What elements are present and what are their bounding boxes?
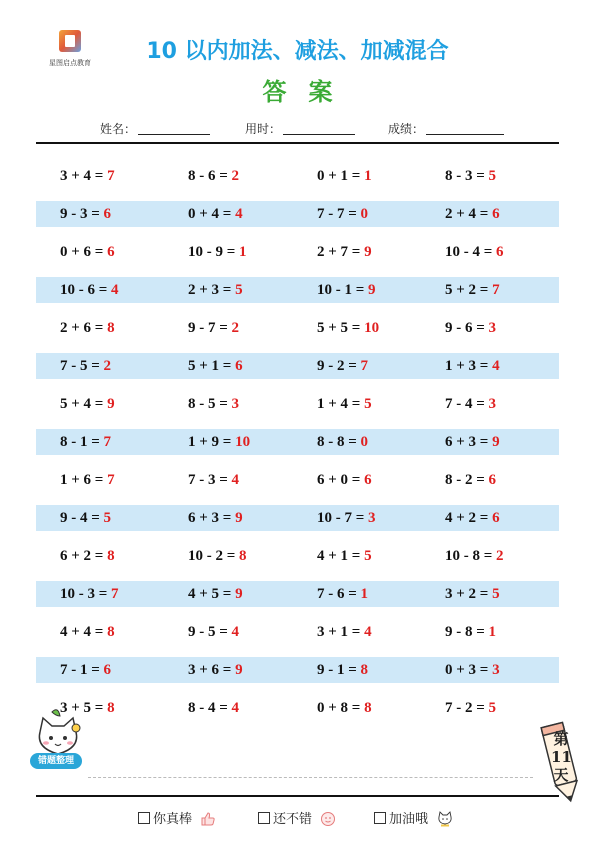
problem-equation: 3 + 2 =: [445, 586, 493, 602]
problem-item: [317, 277, 376, 303]
problem-equation: 9 - 2 =: [317, 358, 361, 374]
problem-answer: 5: [488, 700, 497, 716]
problem-row: [36, 581, 559, 607]
problem-row: [36, 277, 559, 303]
problem-item: [188, 391, 239, 417]
problem-item: [445, 581, 500, 607]
page-subtitle: 答案: [262, 78, 355, 106]
problem-answer: 9: [235, 662, 243, 678]
problem-answer: 5: [488, 168, 497, 184]
problem-answer: 6: [488, 472, 497, 488]
rating-great[interactable]: [138, 808, 216, 827]
problem-item: [445, 429, 500, 455]
problem-equation: 1 + 9 =: [188, 434, 236, 450]
problem-item: [317, 467, 372, 493]
problem-answer: 6: [107, 244, 115, 260]
problem-equation: 10 - 6 =: [60, 282, 112, 298]
problem-item: [445, 315, 496, 341]
day-badge-text: 第11天: [551, 730, 572, 784]
problem-answer: 5: [235, 282, 243, 298]
problem-answer: 9: [368, 282, 376, 298]
problem-answer: 5: [364, 548, 372, 564]
problem-item: [188, 467, 239, 493]
problem-item: [317, 201, 368, 227]
problem-equation: 8 - 4 =: [188, 700, 232, 716]
problem-equation: 6 + 3 =: [188, 510, 236, 526]
problem-equation: 7 - 7 =: [317, 206, 361, 222]
problem-item: [60, 619, 115, 645]
problem-equation: 9 - 8 =: [445, 624, 489, 640]
problem-item: [60, 277, 119, 303]
rating-keep-going-checkbox[interactable]: [374, 812, 386, 824]
problem-equation: 8 - 3 =: [445, 168, 489, 184]
problem-equation: 7 - 2 =: [445, 700, 489, 716]
problem-answer: 7: [107, 168, 115, 184]
problem-answer: 1: [488, 624, 497, 640]
problem-equation: 3 + 4 =: [60, 168, 108, 184]
problem-item: [445, 505, 500, 531]
problem-item: [445, 467, 496, 493]
problem-item: [188, 353, 243, 379]
time-label: 用时：: [245, 122, 282, 136]
problem-item: [317, 543, 372, 569]
problem-answer: 4: [235, 206, 243, 222]
rating-great-label: 你真棒: [153, 812, 193, 827]
problem-equation: 7 - 5 =: [60, 358, 104, 374]
problem-item: [317, 657, 368, 683]
rating-keep-going[interactable]: [374, 808, 454, 827]
problem-item: [317, 239, 372, 265]
problem-equation: 7 - 4 =: [445, 396, 489, 412]
problem-item: [60, 467, 115, 493]
problem-answer: 8: [107, 548, 115, 564]
problem-row: [36, 657, 559, 683]
problem-equation: 10 - 3 =: [60, 586, 112, 602]
problem-answer: 4: [492, 358, 500, 374]
problem-answer: 7: [492, 282, 500, 298]
name-label: 姓名：: [100, 122, 137, 136]
problem-row: [36, 201, 559, 227]
mistakes-area[interactable]: [88, 737, 533, 778]
problem-row: [36, 467, 559, 493]
problem-answer: 9: [235, 510, 243, 526]
problem-equation: 6 + 2 =: [60, 548, 108, 564]
problem-equation: 9 - 5 =: [188, 624, 232, 640]
problem-equation: 10 - 7 =: [317, 510, 369, 526]
problem-answer: 4: [111, 282, 119, 298]
problem-answer: 3: [488, 396, 497, 412]
header-divider: [36, 142, 559, 144]
problem-answer: 8: [239, 548, 247, 564]
problem-answer: 9: [235, 586, 243, 602]
problem-item: [188, 581, 243, 607]
problem-equation: 2 + 6 =: [60, 320, 108, 336]
problem-row: [36, 543, 559, 569]
problem-equation: 2 + 3 =: [188, 282, 236, 298]
problem-answer: 6: [492, 206, 500, 222]
problem-answer: 3: [368, 510, 376, 526]
problem-equation: 3 + 1 =: [317, 624, 365, 640]
problem-row: [36, 315, 559, 341]
problem-equation: 1 + 6 =: [60, 472, 108, 488]
problem-row: [36, 239, 559, 265]
problem-answer: 6: [103, 662, 112, 678]
problem-equation: 10 - 8 =: [445, 548, 497, 564]
problem-equation: 1 + 4 =: [317, 396, 365, 412]
problem-item: [317, 391, 372, 417]
problem-item: [60, 201, 111, 227]
problem-answer: 1: [239, 244, 247, 260]
problem-answer: 4: [364, 624, 372, 640]
problem-row: [36, 429, 559, 455]
problem-equation: 2 + 4 =: [445, 206, 493, 222]
problem-equation: 3 + 5 =: [60, 700, 108, 716]
problem-item: [445, 163, 496, 189]
problem-answer: 8: [360, 662, 369, 678]
problem-equation: 10 - 2 =: [188, 548, 240, 564]
problem-answer: 6: [364, 472, 372, 488]
problem-equation: 8 - 6 =: [188, 168, 232, 184]
problem-item: [445, 543, 504, 569]
problem-item: [60, 353, 111, 379]
problem-answer: 0: [360, 206, 369, 222]
problem-answer: 4: [231, 700, 240, 716]
problem-row: [36, 391, 559, 417]
problem-answer: 5: [103, 510, 112, 526]
problem-answer: 1: [364, 168, 372, 184]
problem-item: [188, 201, 243, 227]
problem-answer: 6: [235, 358, 243, 374]
problem-equation: 8 - 2 =: [445, 472, 489, 488]
rating-keep-going-label: 加油哦: [389, 812, 429, 827]
problem-equation: 8 - 5 =: [188, 396, 232, 412]
problem-equation: 6 + 0 =: [317, 472, 365, 488]
problem-equation: 9 - 3 =: [60, 206, 104, 222]
rating-good-checkbox[interactable]: [258, 812, 270, 824]
problem-answer: 10: [364, 320, 380, 336]
problem-item: [317, 619, 372, 645]
problem-item: [445, 201, 500, 227]
problem-item: [60, 391, 115, 417]
problem-equation: 1 + 3 =: [445, 358, 493, 374]
problem-answer: 7: [360, 358, 369, 374]
problem-equation: 5 + 4 =: [60, 396, 108, 412]
problem-item: [317, 695, 372, 721]
problem-item: [445, 277, 500, 303]
problem-answer: 3: [231, 396, 240, 412]
rating-good-label: 还不错: [273, 812, 313, 827]
footer-divider: [36, 795, 559, 797]
problem-answer: 2: [496, 548, 504, 564]
problem-item: [188, 239, 247, 265]
problem-item: [60, 657, 111, 683]
problem-answer: 2: [231, 320, 240, 336]
problem-answer: 2: [231, 168, 240, 184]
problem-answer: 6: [496, 244, 504, 260]
problem-row: [36, 163, 559, 189]
problem-answer: 8: [107, 700, 115, 716]
problem-equation: 5 + 5 =: [317, 320, 365, 336]
problem-equation: 10 - 9 =: [188, 244, 240, 260]
problem-equation: 0 + 4 =: [188, 206, 236, 222]
problem-equation: 10 - 1 =: [317, 282, 369, 298]
problem-row: [36, 619, 559, 645]
problem-answer: 5: [364, 396, 372, 412]
problem-item: [317, 353, 368, 379]
problem-item: [445, 239, 504, 265]
problem-answer: 5: [492, 586, 500, 602]
problem-answer: 8: [107, 624, 115, 640]
problem-answer: 7: [111, 586, 119, 602]
rating-good[interactable]: [258, 808, 336, 827]
problem-equation: 9 - 1 =: [317, 662, 361, 678]
problem-item: [317, 429, 368, 455]
time-blank[interactable]: [283, 122, 355, 135]
problem-equation: 7 - 6 =: [317, 586, 361, 602]
problem-equation: 4 + 1 =: [317, 548, 365, 564]
problem-item: [317, 315, 379, 341]
smile-icon: [320, 811, 336, 827]
problem-equation: 10 - 4 =: [445, 244, 497, 260]
problem-answer: 8: [364, 700, 372, 716]
score-blank[interactable]: [426, 122, 504, 135]
problem-row: [36, 505, 559, 531]
problem-equation: 6 + 3 =: [445, 434, 493, 450]
problem-equation: 7 - 1 =: [60, 662, 104, 678]
mistakes-label: 错题整理: [30, 753, 82, 769]
problem-item: [188, 543, 247, 569]
problem-row: [36, 695, 559, 721]
problem-item: [188, 657, 243, 683]
problem-equation: 8 - 1 =: [60, 434, 104, 450]
problem-item: [188, 619, 239, 645]
problem-answer: 6: [492, 510, 500, 526]
problem-answer: 0: [360, 434, 369, 450]
problem-row: [36, 353, 559, 379]
problem-equation: 3 + 6 =: [188, 662, 236, 678]
problem-item: [188, 277, 243, 303]
problem-item: [60, 239, 115, 265]
page-title: 10 以内加法、减法、加减混合: [146, 39, 449, 64]
problem-item: [60, 163, 115, 189]
problem-equation: 4 + 5 =: [188, 586, 236, 602]
problem-answer: 9: [364, 244, 372, 260]
problem-answer: 4: [231, 624, 240, 640]
problem-equation: 5 + 1 =: [188, 358, 236, 374]
problem-equation: 4 + 4 =: [60, 624, 108, 640]
problem-item: [317, 163, 372, 189]
problem-item: [317, 505, 376, 531]
problem-equation: 0 + 1 =: [317, 168, 365, 184]
problem-answer: 3: [488, 320, 497, 336]
name-field[interactable]: [100, 120, 210, 137]
problem-item: [445, 391, 496, 417]
problem-equation: 0 + 8 =: [317, 700, 365, 716]
problem-answer: 7: [107, 472, 115, 488]
problem-item: [188, 695, 239, 721]
problem-item: [188, 163, 239, 189]
problem-item: [60, 315, 115, 341]
problem-answer: 6: [103, 206, 112, 222]
time-field[interactable]: [245, 120, 355, 137]
problem-answer: 9: [107, 396, 115, 412]
score-field[interactable]: [388, 120, 504, 137]
problem-equation: 0 + 6 =: [60, 244, 108, 260]
thumbs-up-icon: [200, 811, 216, 827]
problem-answer: 3: [492, 662, 500, 678]
cheer-cat-icon: [436, 809, 454, 827]
problem-item: [445, 657, 500, 683]
problem-item: [60, 581, 119, 607]
problem-equation: 9 - 7 =: [188, 320, 232, 336]
problem-answer: 2: [103, 358, 112, 374]
problem-item: [445, 619, 496, 645]
score-label: 成绩：: [388, 122, 425, 136]
rating-great-checkbox[interactable]: [138, 812, 150, 824]
problem-item: [188, 505, 243, 531]
problem-equation: 9 - 4 =: [60, 510, 104, 526]
name-blank[interactable]: [138, 122, 210, 135]
problem-equation: 8 - 8 =: [317, 434, 361, 450]
problem-item: [445, 353, 500, 379]
problem-item: [317, 581, 368, 607]
problem-answer: 9: [492, 434, 500, 450]
problem-equation: 5 + 2 =: [445, 282, 493, 298]
problem-equation: 7 - 3 =: [188, 472, 232, 488]
problem-item: [188, 429, 250, 455]
problem-answer: 8: [107, 320, 115, 336]
problem-answer: 7: [103, 434, 112, 450]
problem-item: [60, 505, 111, 531]
problem-item: [188, 315, 239, 341]
problem-item: [445, 695, 496, 721]
problem-answer: 4: [231, 472, 240, 488]
problem-equation: 9 - 6 =: [445, 320, 489, 336]
problem-equation: 4 + 2 =: [445, 510, 493, 526]
problem-answer: 10: [235, 434, 251, 450]
logo-text: 星图启点教育: [49, 59, 91, 67]
problem-answer: 1: [360, 586, 369, 602]
problem-equation: 0 + 3 =: [445, 662, 493, 678]
problem-item: [60, 543, 115, 569]
problem-item: [60, 429, 111, 455]
problem-equation: 2 + 7 =: [317, 244, 365, 260]
